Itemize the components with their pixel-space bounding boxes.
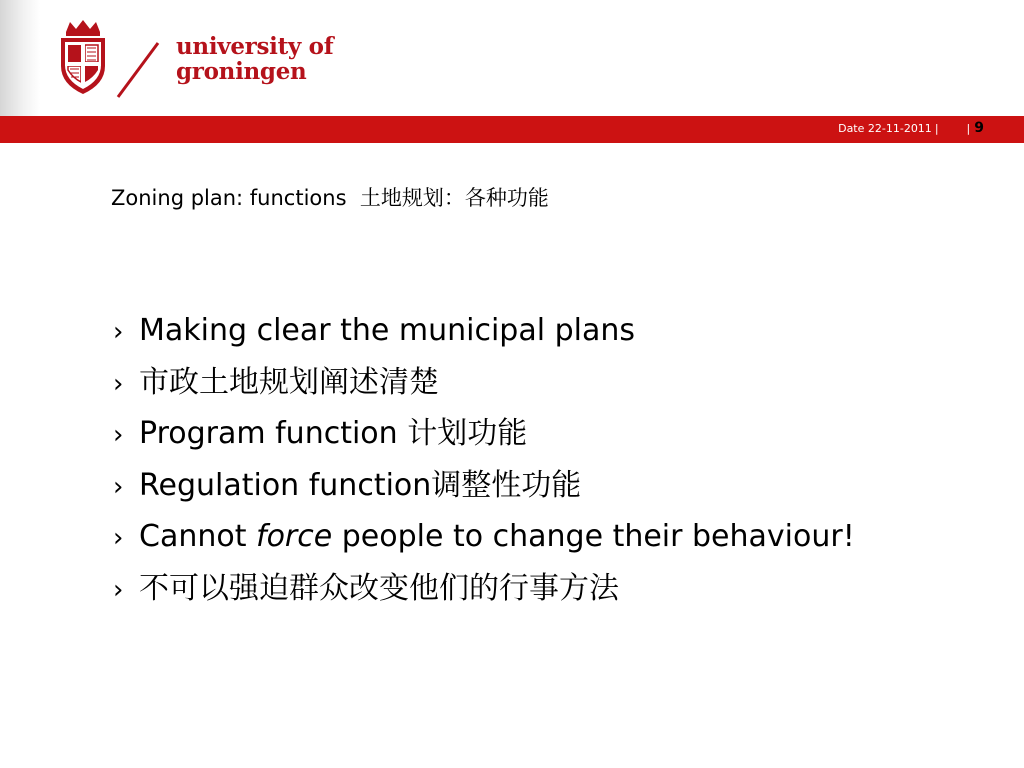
bullet-item [113,512,855,564]
bullet-item [113,564,855,616]
bullet-text-emphasis: force [256,519,333,554]
logo-divider-slash [112,40,164,100]
bullet-text: 市政土地规划阐述清楚 [139,364,439,400]
university-crest-logo [58,18,108,96]
wordmark-line-2: groningen [176,58,307,85]
page-separator: | [966,121,971,135]
slide-title: Zoning plan: functions 土地规划：各种功能 [111,186,549,210]
page-number: 9 [974,120,984,136]
slide-date: Date 22-11-2011 [838,121,932,135]
bullet-marker: › [113,523,124,553]
university-wordmark [176,34,333,84]
header-info [838,118,984,138]
bullet-text: 不可以强迫群众改变他们的行事方法 [139,570,619,606]
bullet-text: Making clear the municipal plans [139,313,635,348]
wordmark-line-1: university of [176,33,334,60]
bullet-text-after: people to change their behaviour! [332,519,855,554]
bullet-item [113,409,855,461]
bullet-item [113,358,855,410]
left-edge-shadow [0,0,40,116]
bullet-marker: › [113,368,124,399]
bullet-text: Program function 计划功能 [139,416,528,451]
bullet-marker: › [113,574,124,605]
bullet-item [113,306,855,358]
bullet-text-before: Cannot [139,519,257,554]
bullet-item [113,461,855,513]
date-separator: | [934,121,939,135]
bullet-list [113,306,855,615]
bullet-text: Regulation function调整性功能 [139,467,582,503]
bullet-marker: › [113,420,124,450]
bullet-marker: › [113,317,124,347]
bullet-marker: › [113,471,124,502]
